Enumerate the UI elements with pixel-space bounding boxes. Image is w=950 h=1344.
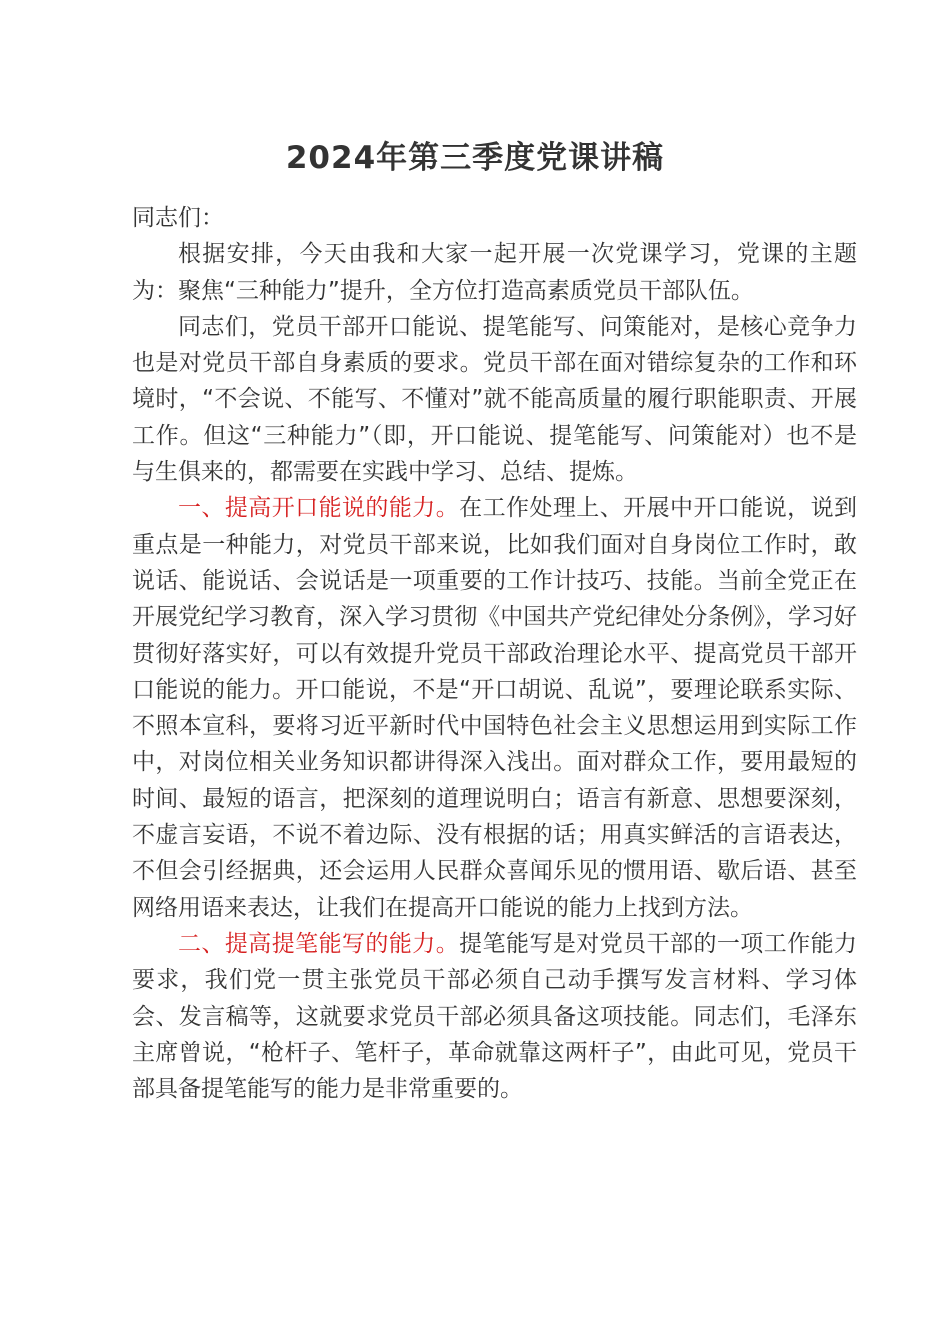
salutation: 同志们： [132,205,224,231]
section-body-speaking: 在工作处理上、开展中开口能说，说到重点是一种能力，对党员干部来说，比如我们面对自身岗位工作时，敢说话、能说话、会说话是一项重要的工作计技巧、技能。当前全党正在开展党纪学习教育，深入学习贯彻《中国共产党纪律处分条例》，学习好贯彻好落实好，可以有效提升党员干部政治理论水平、提高党员干部开口能说的能力。开口能说，不是“开口胡说、乱说”，要理论联系实际、不照本宣科，要将习近平新时代中国特色社会主义思想运用到实际工作中，对岗位相关业务知识都讲得深入浅出。面对群众工作，要用最短的时间、最短的语言，把深刻的道理说明白；语言有新意、思想要深刻，不虚言妄语，不说不着边际、没有根据的话；用真实鲜活的言语表达，不但会引经据典，还会运用人民群众喜闻乐见的惯用语、歇后语、甚至网络用语来表达，让我们在提高开口能说的能力上找到方法。 [132,495,858,921]
document-body [132,200,857,1107]
paragraph-intro: 根据安排，今天由我和大家一起开展一次党课学习，党课的主题为：聚焦“三种能力”提升，全方位打造高素质党员干部队伍。 [132,241,857,304]
section-heading-writing: 二、提高提笔能写的能力。 [178,930,460,957]
paragraph-speaking-ability [132,490,857,926]
document-title: 2024年第三季度党课讲稿 [285,140,665,176]
paragraph-writing-ability [132,926,857,1107]
paragraph-three-abilities: 同志们，党员干部开口能说、提笔能写、问策能对，是核心竞争力也是对党员干部自身素质的要求。党员干部在面对错综复杂的工作和环境时，“不会说、不能写、不懂对”就不能高质量的履行职能职责、开展工作。但这“三种能力”（即，开口能说、提笔能写、问策能对）也不是与生俱来的，都需要在实践中学习、总结、提炼。 [132,313,857,486]
section-body-writing: 提笔能写是对党员干部的一项工作能力要求，我们党一贯主张党员干部必须自己动手撰写发言材料、学习体会、发言稿等，这就要求党员干部必须具备这项技能。同志们，毛泽东主席曾说，“枪杆子、笔杆子，革命就靠这两杆子”，由此可见，党员干部具备提笔能写的能力是非常重要的。 [132,930,858,1103]
section-heading-speaking: 一、提高开口能说的能力。 [178,495,460,522]
